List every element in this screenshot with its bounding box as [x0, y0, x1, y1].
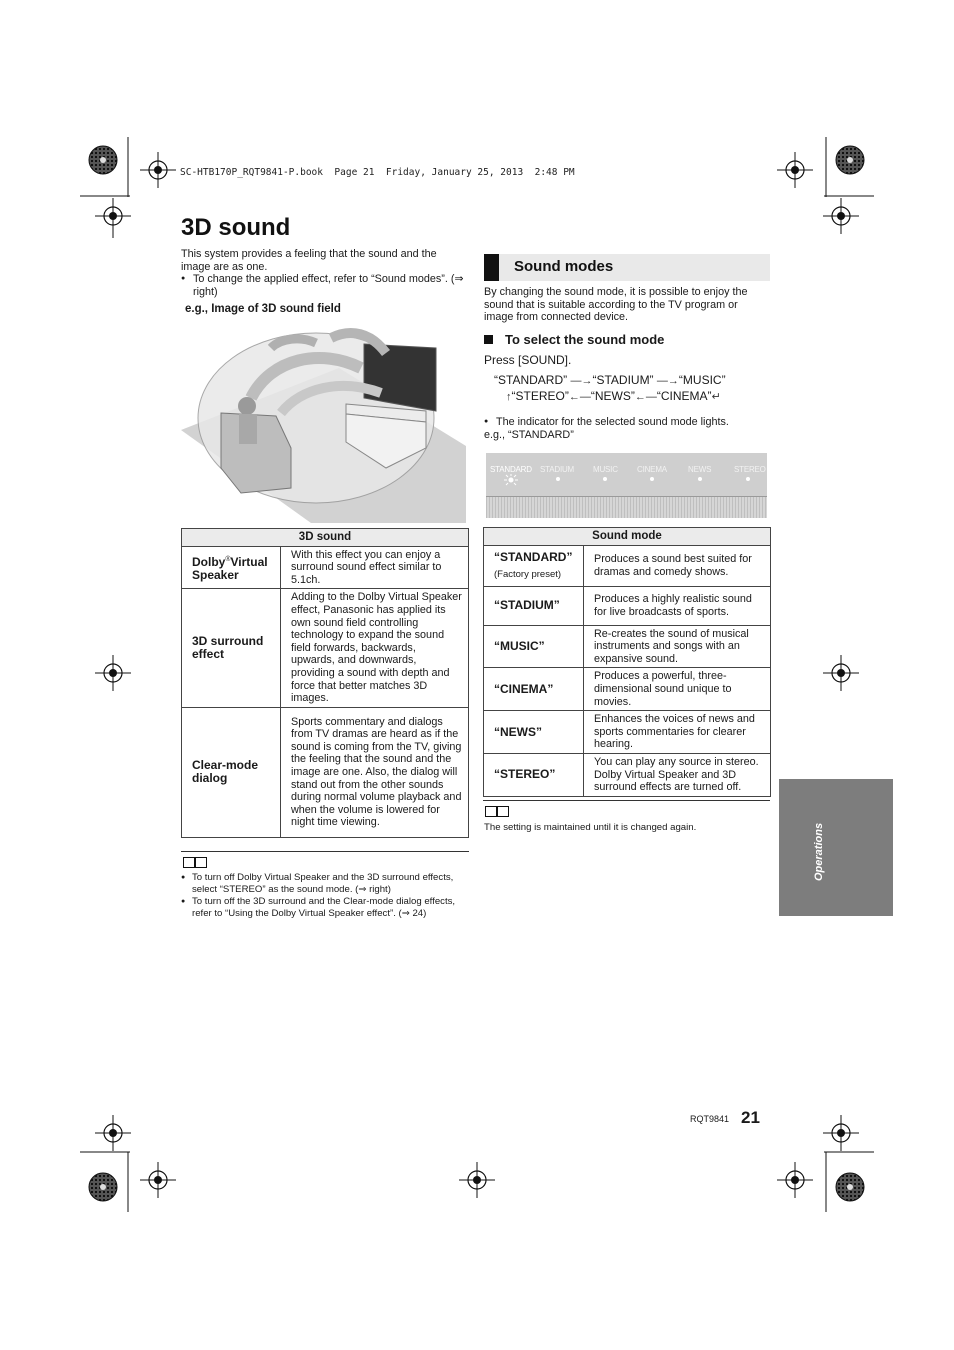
sound-field-illustration [181, 318, 466, 523]
table-row [484, 625, 771, 668]
desc-cell: Sports commentary and dialogs from TV dramas are heard as if the sound is coming from the TV, giving the feeling that the sound and the image are one. Also, the dialog will stand out from the other sounds during normal volume playback and when the volume is lowered for night time viewing. [281, 707, 469, 837]
intro-bullet: ● To change the applied effect, refer to “Sound modes”. (⇒ right) [181, 273, 466, 298]
factory-preset-note: (Factory preset) [494, 568, 562, 580]
indicator-label: NEWS [688, 465, 712, 474]
right-note: The setting is maintained until it is changed again. [484, 822, 697, 833]
press-instruction: Press [SOUND]. [484, 353, 572, 367]
indicator-example: e.g., “STANDARD” [484, 428, 574, 441]
term-cell: “NEWS” [484, 711, 584, 754]
table-row [182, 546, 469, 589]
note-divider [181, 851, 469, 852]
note-book-icon [183, 857, 207, 868]
book-header: SC-HTB170P_RQT9841-P.book Page 21 Friday, January 25, 2013 2:48 PM [180, 167, 575, 178]
table-sound-mode [483, 527, 771, 797]
table-header: 3D sound [182, 529, 469, 547]
indicator-label: STANDARD [490, 465, 532, 474]
mode-cycle-row-1 [494, 373, 726, 387]
mode-cycle-row-2 [506, 389, 721, 403]
arrow-right-icon: —→ [656, 375, 679, 387]
table-header: Sound mode [484, 528, 771, 546]
desc-cell: Re-creates the sound of musical instruments and songs with an expansive sound. [584, 625, 771, 668]
desc-cell: With this effect you can enjoy a surround sound effect similar to 5.1ch. [281, 546, 469, 589]
table-row [484, 545, 771, 586]
indicator-label: CINEMA [637, 465, 667, 474]
indicator-note-text: ● The indicator for the selected sound mode lights. [484, 416, 769, 429]
page-title: 3D sound [181, 214, 291, 241]
front-panel-display [486, 453, 767, 518]
arrow-return-down-icon: ↵ [711, 391, 721, 403]
term-cell: Clear-mode dialog [182, 707, 281, 837]
arrow-return-up-icon: ↑ [506, 391, 512, 403]
desc-cell: Produces a sound best suited for dramas and comedy shows. [584, 545, 771, 586]
indicator-label: STADIUM [540, 465, 575, 474]
desc-cell: Produces a highly realistic sound for live broadcasts of sports. [584, 586, 771, 625]
table-row [484, 586, 771, 625]
indicator-lit-icon [500, 473, 522, 489]
term-text: Virtual Speaker [192, 554, 268, 582]
table-row [182, 589, 469, 707]
table-row [484, 668, 771, 711]
term-cell: 3D surround effect [182, 589, 281, 707]
section-heading-bar [484, 254, 770, 281]
indicator-label: STEREO [734, 465, 766, 474]
display-grille [486, 497, 767, 518]
side-tab [779, 779, 893, 916]
term-cell: “MUSIC” [484, 625, 584, 668]
subheading-text: To select the sound mode [505, 332, 665, 347]
indicator-note [484, 416, 769, 441]
intro-text: This system provides a feeling that the sound and the image are as one. [181, 248, 437, 273]
indicator-dot [650, 477, 654, 481]
term-cell [182, 546, 281, 589]
listener-head [238, 397, 256, 415]
indicator-dot [698, 477, 702, 481]
desc-cell: You can play any source in stereo. Dolby Virtual Speaker and 3D surround effects are turned off. [584, 753, 771, 796]
term-text: “STANDARD” [494, 549, 573, 564]
mode-name: “MUSIC” [678, 373, 726, 387]
subheading [484, 332, 664, 347]
footer-code: RQT9841 [690, 1114, 730, 1124]
indicator-label: MUSIC [593, 465, 618, 474]
section-title: Sound modes [514, 258, 614, 275]
note-item: ● To turn off Dolby Virtual Speaker and the 3D surround effects, select “STEREO” as the sound mode. (⇒ right) [181, 872, 466, 896]
mode-name: “STADIUM” [592, 373, 654, 387]
term-cell [484, 545, 584, 586]
table-row [182, 707, 469, 837]
term-text: Dolby [192, 554, 226, 569]
table-3d-sound [181, 528, 469, 838]
mode-name: “STANDARD” [494, 373, 568, 387]
side-tab-label: Operations [813, 822, 825, 881]
desc-cell: Produces a powerful, three-dimensional sound unique to movies. [584, 668, 771, 711]
illustration-caption: e.g., Image of 3D sound field [185, 303, 341, 315]
term-cell: “STEREO” [484, 753, 584, 796]
mode-name: “STEREO” [511, 389, 569, 403]
left-notes [181, 872, 466, 920]
table-row [484, 711, 771, 754]
desc-cell: Enhances the voices of news and sports commentaries for clearer hearing. [584, 711, 771, 754]
listener-body [239, 414, 257, 444]
registered-mark: ® [225, 555, 231, 563]
table-row [484, 753, 771, 796]
indicator-dot [603, 477, 607, 481]
mode-name: “NEWS” [590, 389, 635, 403]
arrow-right-icon: —→ [570, 375, 593, 387]
indicator-dot [746, 477, 750, 481]
page-number: 21 [741, 1108, 760, 1127]
term-cell: “STADIUM” [484, 586, 584, 625]
term-cell: “CINEMA” [484, 668, 584, 711]
section-marker [484, 254, 499, 281]
note-item: ● To turn off the 3D surround and the Clear-mode dialog effects, refer to “Using the Dolby Virtual Speaker effect”. (⇒ 24) [181, 896, 466, 920]
desc-cell: Adding to the Dolby Virtual Speaker effect, Panasonic has applied its own sound field controlling technology to expand the sound field forwards, backwards, upwards, and downwards, providing a sound with depth and force that better matches 3D images. [281, 589, 469, 707]
square-bullet-icon [484, 335, 493, 344]
mode-name: “CINEMA” [656, 389, 712, 403]
note-divider [483, 800, 770, 801]
arrow-left-icon: ←— [568, 391, 591, 403]
arrow-left-icon: ←— [634, 391, 657, 403]
intro [181, 248, 466, 298]
indicator-dot [556, 477, 560, 481]
note-book-icon [485, 806, 509, 817]
section-intro: By changing the sound mode, it is possible to enjoy the sound that is suitable according to the TV program or image from connected device. [484, 286, 748, 324]
